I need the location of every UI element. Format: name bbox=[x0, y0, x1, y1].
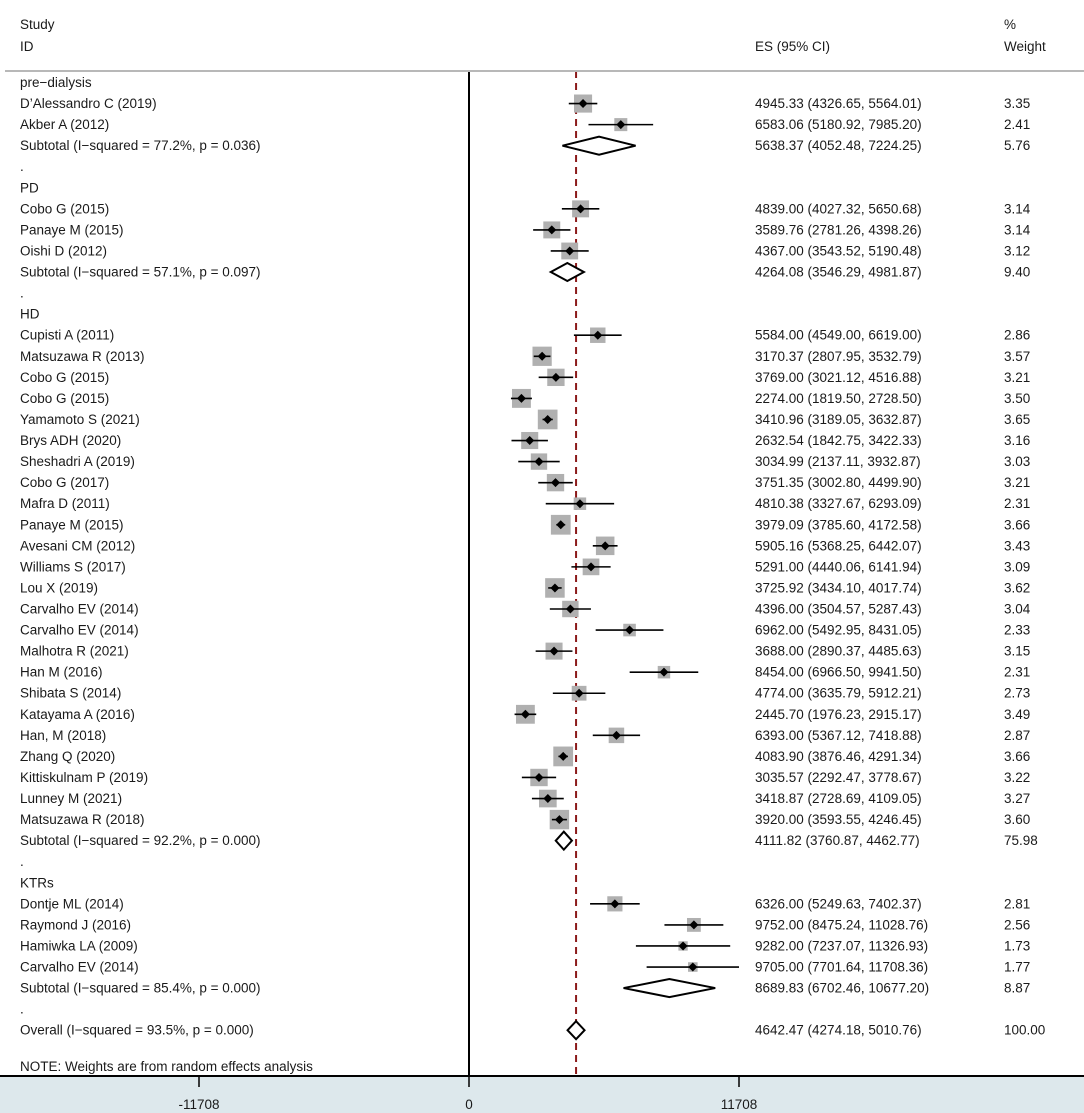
study-label: Zhang Q (2020) bbox=[20, 748, 116, 764]
es-ci-text: 6326.00 (5249.63, 7402.37) bbox=[755, 896, 922, 912]
weight-text: 8.87 bbox=[1004, 980, 1031, 996]
weight-text: 3.27 bbox=[1004, 791, 1031, 807]
es-ci-text: 9705.00 (7701.64, 11708.36) bbox=[755, 959, 929, 975]
dot-label: . bbox=[20, 854, 24, 870]
study-label: Raymond J (2016) bbox=[20, 917, 132, 933]
es-ci-text: 2445.70 (1976.23, 2915.17) bbox=[755, 706, 922, 722]
weight-text: 2.33 bbox=[1004, 622, 1031, 638]
header-percent: % bbox=[1004, 17, 1017, 32]
weight-text: 5.76 bbox=[1004, 138, 1031, 154]
row-study bbox=[20, 601, 1031, 617]
es-ci-text: 4396.00 (3504.57, 5287.43) bbox=[755, 601, 922, 617]
es-ci-text: 3035.57 (2292.47, 3778.67) bbox=[755, 769, 922, 785]
study-label: Lou X (2019) bbox=[20, 580, 99, 596]
weight-text: 3.14 bbox=[1004, 201, 1031, 217]
es-ci-text: 5638.37 (4052.48, 7224.25) bbox=[755, 138, 922, 154]
study-label: Dontje ML (2014) bbox=[20, 896, 124, 912]
dot-label: . bbox=[20, 285, 24, 301]
weight-text: 3.62 bbox=[1004, 580, 1031, 596]
study-label: Malhotra R (2021) bbox=[20, 643, 129, 659]
row-study bbox=[20, 686, 1030, 701]
row-dot bbox=[20, 286, 24, 301]
row-overall bbox=[20, 1021, 1045, 1039]
weight-text: 3.35 bbox=[1004, 96, 1031, 112]
es-ci-text: 8454.00 (6966.50, 9941.50) bbox=[755, 664, 922, 680]
es-ci-text: 4642.47 (4274.18, 5010.76) bbox=[755, 1022, 922, 1038]
note-text: NOTE: Weights are from random effects analysis bbox=[20, 1059, 313, 1074]
es-ci-text: 4839.00 (4027.32, 5650.68) bbox=[755, 201, 922, 217]
row-study bbox=[20, 515, 1030, 535]
row-group bbox=[20, 180, 39, 195]
es-ci-text: 3979.09 (3785.60, 4172.58) bbox=[755, 517, 922, 533]
row-group bbox=[20, 75, 92, 90]
header-weight: Weight bbox=[1004, 39, 1046, 54]
es-ci-text: 3769.00 (3021.12, 4516.88) bbox=[755, 369, 922, 385]
es-ci-text: 3751.35 (3002.80, 4499.90) bbox=[755, 475, 922, 491]
weight-text: 3.12 bbox=[1004, 243, 1031, 259]
group-label: pre−dialysis bbox=[20, 75, 92, 90]
weight-text: 3.65 bbox=[1004, 411, 1031, 427]
study-label: Katayama A (2016) bbox=[20, 706, 135, 722]
row-group bbox=[20, 875, 54, 890]
es-ci-text: 3170.37 (2807.95, 3532.79) bbox=[755, 348, 922, 364]
es-ci-text: 2632.54 (1842.75, 3422.33) bbox=[755, 433, 922, 449]
row-study bbox=[20, 95, 1030, 113]
dot-label: . bbox=[20, 1001, 24, 1017]
es-ci-text: 9282.00 (7237.07, 11326.93) bbox=[755, 938, 929, 954]
study-label: Williams S (2017) bbox=[20, 559, 126, 575]
row-study bbox=[20, 389, 1030, 408]
row-study bbox=[20, 705, 1030, 724]
es-ci-text: 3589.76 (2781.26, 4398.26) bbox=[755, 222, 922, 238]
row-study bbox=[20, 643, 1030, 660]
study-label: Kittiskulnam P (2019) bbox=[20, 769, 149, 785]
row-study bbox=[20, 117, 1030, 132]
subtotal-diamond bbox=[556, 832, 572, 850]
weight-text: 2.86 bbox=[1004, 327, 1031, 343]
study-label: Carvalho EV (2014) bbox=[20, 959, 139, 975]
dot-label: . bbox=[20, 159, 24, 175]
study-label: Han M (2016) bbox=[20, 664, 103, 680]
row-group bbox=[20, 307, 40, 322]
weight-text: 2.87 bbox=[1004, 727, 1031, 743]
study-label: Sheshadri A (2019) bbox=[20, 454, 135, 470]
es-ci-text: 4774.00 (3635.79, 5912.21) bbox=[755, 685, 922, 701]
es-ci-text: 3725.92 (3434.10, 4017.74) bbox=[755, 580, 922, 596]
weight-text: 2.31 bbox=[1004, 496, 1031, 512]
es-ci-text: 5584.00 (4549.00, 6619.00) bbox=[755, 327, 922, 343]
row-study bbox=[20, 559, 1030, 576]
es-ci-text: 5291.00 (4440.06, 6141.94) bbox=[755, 559, 922, 575]
axis-band bbox=[0, 1077, 1084, 1113]
row-study bbox=[20, 960, 1030, 975]
es-ci-text: 6962.00 (5492.95, 8431.05) bbox=[755, 622, 922, 638]
row-study bbox=[20, 896, 1030, 911]
weight-text: 2.41 bbox=[1004, 117, 1031, 133]
study-label: Hamiwka LA (2009) bbox=[20, 938, 138, 954]
group-label: PD bbox=[20, 180, 39, 196]
es-ci-text: 9752.00 (8475.24, 11028.76) bbox=[755, 917, 929, 933]
overall-diamond bbox=[568, 1021, 585, 1039]
es-ci-text: 3418.87 (2728.69, 4109.05) bbox=[755, 791, 922, 807]
row-study bbox=[20, 496, 1030, 511]
row-dot bbox=[20, 159, 24, 174]
header-study: Study bbox=[20, 17, 55, 32]
es-ci-text: 4367.00 (3543.52, 5190.48) bbox=[755, 243, 922, 259]
study-label: Panaye M (2015) bbox=[20, 222, 124, 238]
row-study bbox=[20, 327, 1030, 342]
row-study bbox=[20, 917, 1030, 932]
row-subtotal bbox=[20, 263, 1030, 281]
row-study bbox=[20, 243, 1030, 260]
weight-text: 3.03 bbox=[1004, 454, 1031, 470]
subtotal-label: Subtotal (I−squared = 92.2%, p = 0.000) bbox=[20, 833, 261, 849]
weight-text: 100.00 bbox=[1004, 1022, 1046, 1038]
weight-text: 2.81 bbox=[1004, 896, 1031, 912]
header-id: ID bbox=[20, 39, 34, 54]
row-study bbox=[20, 410, 1030, 430]
row-study bbox=[20, 810, 1030, 829]
study-label: Panaye M (2015) bbox=[20, 517, 124, 533]
weight-text: 2.73 bbox=[1004, 685, 1031, 701]
group-label: HD bbox=[20, 306, 40, 322]
es-ci-text: 3688.00 (2890.37, 4485.63) bbox=[755, 643, 922, 659]
study-label: Carvalho EV (2014) bbox=[20, 601, 139, 617]
study-label: Akber A (2012) bbox=[20, 117, 110, 133]
study-label: Cobo G (2015) bbox=[20, 369, 110, 385]
es-ci-text: 8689.83 (6702.46, 10677.20) bbox=[755, 980, 930, 996]
weight-text: 2.31 bbox=[1004, 664, 1031, 680]
study-label: Carvalho EV (2014) bbox=[20, 622, 139, 638]
study-label: Cobo G (2015) bbox=[20, 201, 110, 217]
weight-text: 2.56 bbox=[1004, 917, 1031, 933]
row-dot bbox=[20, 1002, 24, 1017]
weight-text: 1.73 bbox=[1004, 938, 1031, 954]
row-study bbox=[20, 578, 1030, 598]
subtotal-diamond bbox=[624, 979, 716, 997]
weight-text: 3.14 bbox=[1004, 222, 1031, 238]
row-study bbox=[20, 769, 1030, 786]
weight-text: 3.15 bbox=[1004, 643, 1031, 659]
row-study bbox=[20, 938, 1030, 953]
row-study bbox=[20, 369, 1030, 386]
study-label: Oishi D (2012) bbox=[20, 243, 108, 259]
row-subtotal bbox=[20, 832, 1038, 850]
header-es: ES (95% CI) bbox=[755, 39, 831, 54]
row-study bbox=[20, 537, 1030, 556]
row-study bbox=[20, 432, 1030, 449]
weight-text: 3.21 bbox=[1004, 369, 1031, 385]
study-label: Cobo G (2017) bbox=[20, 475, 110, 491]
row-subtotal bbox=[20, 979, 1030, 997]
row-study bbox=[20, 474, 1030, 491]
row-study bbox=[20, 665, 1030, 680]
es-ci-text: 3410.96 (3189.05, 3632.87) bbox=[755, 411, 922, 427]
weight-text: 3.22 bbox=[1004, 769, 1031, 785]
row-study bbox=[20, 728, 1030, 743]
study-label: Brys ADH (2020) bbox=[20, 433, 122, 449]
study-label: D’Alessandro C (2019) bbox=[20, 96, 157, 112]
subtotal-label: Subtotal (I−squared = 57.1%, p = 0.097) bbox=[20, 264, 261, 280]
es-ci-text: 4810.38 (3327.67, 6293.09) bbox=[755, 496, 922, 512]
study-label: Yamamoto S (2021) bbox=[20, 411, 140, 427]
es-ci-text: 3034.99 (2137.11, 3932.87) bbox=[755, 454, 921, 470]
study-label: Avesani CM (2012) bbox=[20, 538, 136, 554]
row-study bbox=[20, 747, 1030, 767]
row-study bbox=[20, 221, 1031, 238]
es-ci-text: 6393.00 (5367.12, 7418.88) bbox=[755, 727, 922, 743]
row-study bbox=[20, 200, 1031, 217]
es-ci-text: 4264.08 (3546.29, 4981.87) bbox=[755, 264, 922, 280]
study-label: Lunney M (2021) bbox=[20, 791, 123, 807]
weight-text: 3.43 bbox=[1004, 538, 1031, 554]
x-tick-label: 11708 bbox=[720, 1097, 758, 1112]
row-subtotal bbox=[20, 137, 1030, 155]
es-ci-text: 2274.00 (1819.50, 2728.50) bbox=[755, 390, 922, 406]
weight-text: 3.60 bbox=[1004, 812, 1031, 828]
row-study bbox=[20, 453, 1030, 469]
weight-text: 3.49 bbox=[1004, 706, 1031, 722]
row-study bbox=[20, 623, 1030, 638]
weight-text: 3.04 bbox=[1004, 601, 1031, 617]
es-ci-text: 3920.00 (3593.55, 4246.45) bbox=[755, 812, 922, 828]
row-study bbox=[20, 347, 1030, 366]
row-dot bbox=[20, 854, 24, 869]
es-ci-text: 4083.90 (3876.46, 4291.34) bbox=[755, 748, 922, 764]
subtotal-diamond bbox=[551, 263, 584, 281]
weight-text: 3.50 bbox=[1004, 390, 1031, 406]
study-label: Matsuzawa R (2013) bbox=[20, 348, 145, 364]
study-label: Cupisti A (2011) bbox=[20, 327, 115, 343]
study-label: Matsuzawa R (2018) bbox=[20, 812, 145, 828]
subtotal-label: Subtotal (I−squared = 77.2%, p = 0.036) bbox=[20, 138, 261, 154]
subtotal-diamond bbox=[562, 137, 635, 155]
weight-text: 3.66 bbox=[1004, 517, 1031, 533]
weight-text: 3.16 bbox=[1004, 433, 1031, 449]
weight-text: 3.21 bbox=[1004, 475, 1031, 491]
study-label: Shibata S (2014) bbox=[20, 685, 122, 701]
weight-text: 3.57 bbox=[1004, 348, 1031, 364]
weight-text: 75.98 bbox=[1004, 833, 1038, 849]
weight-text: 3.66 bbox=[1004, 748, 1031, 764]
study-label: Mafra D (2011) bbox=[20, 496, 110, 512]
es-ci-text: 5905.16 (5368.25, 6442.07) bbox=[755, 538, 922, 554]
es-ci-text: 4945.33 (4326.65, 5564.01) bbox=[755, 96, 922, 112]
overall-label: Overall (I−squared = 93.5%, p = 0.000) bbox=[20, 1022, 254, 1038]
row-study bbox=[20, 790, 1030, 808]
weight-text: 3.09 bbox=[1004, 559, 1031, 575]
study-label: Cobo G (2015) bbox=[20, 390, 110, 406]
es-ci-text: 6583.06 (5180.92, 7985.20) bbox=[755, 117, 922, 133]
weight-text: 1.77 bbox=[1004, 959, 1031, 975]
x-tick-label: -11708 bbox=[178, 1097, 220, 1112]
study-label: Han, M (2018) bbox=[20, 727, 107, 743]
subtotal-label: Subtotal (I−squared = 85.4%, p = 0.000) bbox=[20, 980, 261, 996]
x-tick-label: 0 bbox=[465, 1097, 473, 1112]
group-label: KTRs bbox=[20, 875, 54, 891]
weight-text: 9.40 bbox=[1004, 264, 1031, 280]
es-ci-text: 4111.82 (3760.87, 4462.77) bbox=[755, 833, 920, 849]
